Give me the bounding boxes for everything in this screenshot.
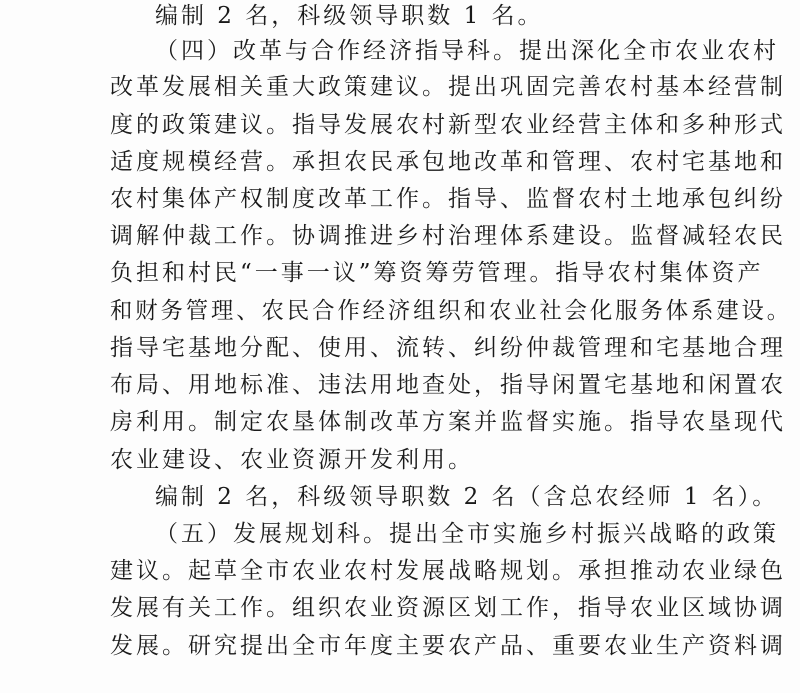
text-line: 建议。起草全市农业农村发展战略规划。承担推动农业绿色 (110, 558, 786, 584)
text-line: 农村集体产权制度改革工作。指导、监督农村土地承包纠纷 (110, 186, 786, 212)
text-line: （四）改革与合作经济指导科。提出深化全市农业农村 (155, 38, 779, 64)
text-line: 发展有关工作。组织农业资源区划工作，指导农业区域协调 (110, 595, 786, 621)
text-line: 编制 2 名，科级领导职数 1 名。 (155, 3, 544, 29)
text-line: 指导宅基地分配、使用、流转、纠纷仲裁管理和宅基地合理 (110, 335, 786, 361)
text-line: 房利用。制定农垦体制改革方案并监督实施。指导农垦现代 (110, 409, 786, 435)
text-line: 改革发展相关重大政策建议。提出巩固完善农村基本经营制 (110, 74, 786, 100)
text-line: 度的政策建议。指导发展农村新型农业经营主体和多种形式 (110, 112, 786, 138)
text-line: （五）发展规划科。提出全市实施乡村振兴战略的政策 (155, 521, 779, 547)
text-line: 和财务管理、农民合作经济组织和农业社会化服务体系建设。 (110, 298, 792, 324)
text-line: 编制 2 名，科级领导职数 2 名（含总农经师 1 名）。 (155, 484, 779, 510)
text-line: 调解仲裁工作。协调推进乡村治理体系建设。监督减轻农民 (110, 223, 786, 249)
text-line: 负担和村民“一事一议”筹资筹劳管理。指导农村集体资产 (110, 260, 764, 286)
text-line: 适度规模经营。承担农民承包地改革和管理、农村宅基地和 (110, 149, 786, 175)
text-line: 布局、用地标准、违法用地查处，指导闲置宅基地和闲置农 (110, 372, 786, 398)
text-line: 发展。研究提出全市年度主要农产品、重要农业生产资料调 (110, 633, 786, 659)
text-line: 农业建设、农业资源开发利用。 (110, 447, 474, 473)
